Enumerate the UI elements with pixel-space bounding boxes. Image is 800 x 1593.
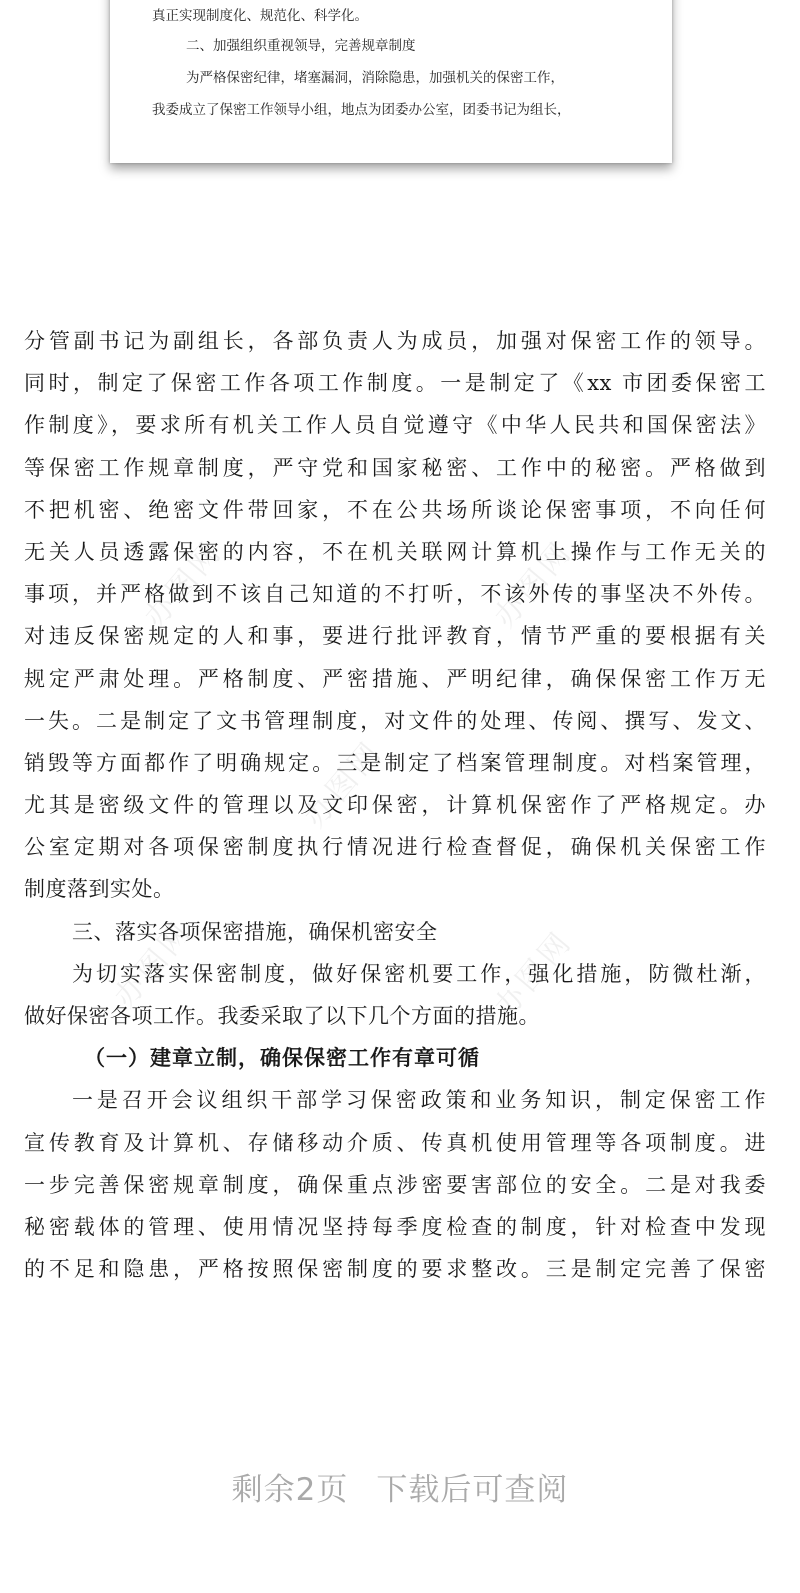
body-line: 同时，制定了保密工作各项工作制度。一是制定了《xx 市团委保密工 <box>24 371 766 396</box>
body-line: 无关人员透露保密的内容，不在机关联网计算机上操作与工作无关的 <box>24 539 766 564</box>
preview-heading: 二、加强组织重视领导，完善规章制度 <box>186 38 416 54</box>
watermark: 办图网 <box>137 533 230 635</box>
subsection-heading: （一）建章立制，确保保密工作有章可循 <box>84 1046 480 1071</box>
body-line: 对违反保密规定的人和事，要进行批评教育，情节严重的要根据有关 <box>24 624 766 649</box>
body-line: 事项，并严格做到不该自己知道的不打听，不该外传的事坚决不外传。 <box>24 582 766 607</box>
watermark: 办图网 <box>107 913 200 1015</box>
body-line: 尤其是密级文件的管理以及文印保密，计算机保密作了严格规定。办 <box>24 793 766 818</box>
body-line: 作制度》，要求所有机关工作人员自觉遵守《中华人民共和国保密法》 <box>24 413 766 438</box>
body-line: 宣传教育及计算机、存储移动介质、传真机使用管理等各项制度。进 <box>24 1130 766 1155</box>
body-line: 制度落到实处。 <box>24 877 175 902</box>
watermark: 办图网 <box>487 923 580 1025</box>
body-line: 分管副书记为副组长，各部负责人为成员，加强对保密工作的领导。 <box>24 329 766 353</box>
body-line: 规定严肃处理。严格制度、严密措施、严明纪律，确保保密工作万无 <box>24 666 766 691</box>
section-heading: 三、落实各项保密措施，确保机密安全 <box>72 919 438 944</box>
body-line: 不把机密、绝密文件带回家，不在公共场所谈论保密事项，不向任何 <box>24 497 766 522</box>
body-line: 等保密工作规章制度，严守党和国家秘密、工作中的秘密。严格做到 <box>24 455 766 480</box>
body-line: 销毁等方面都作了明确规定。三是制定了档案管理制度。对档案管理， <box>24 750 766 775</box>
body-line: 的不足和隐患，严格按照保密制度的要求整改。三是制定完善了保密 <box>24 1257 766 1282</box>
preview-line: 为严格保密纪律，堵塞漏洞，消除隐患，加强机关的保密工作， <box>186 70 564 86</box>
body-line: 秘密载体的管理、使用情况坚持每季度检查的制度，针对检查中发现 <box>24 1214 766 1239</box>
body-line: 做好保密各项工作。我委采取了以下几个方面的措施。 <box>24 1004 540 1028</box>
remaining-pages-label: 剩余2页 <box>231 1472 349 1508</box>
preview-line: 我委成立了保密工作领导小组，地点为团委办公室，团委书记为组长， <box>152 102 571 118</box>
body-line: 一是召开会议组织干部学习保密政策和业务知识，制定保密工作 <box>72 1088 766 1113</box>
body-line: 公室定期对各项保密制度执行情况进行检查督促，确保机关保密工作 <box>24 835 766 860</box>
download-prompt[interactable] <box>0 1460 800 1520</box>
download-to-view-label: 下载后可查阅 <box>376 1472 569 1508</box>
watermark: 办图网 <box>487 533 580 635</box>
watermark: 办图网 <box>297 733 390 835</box>
document-body <box>24 320 766 1290</box>
preview-stage <box>0 0 800 230</box>
body-line: 为切实落实保密制度，做好保密机要工作，强化措施，防微杜渐， <box>72 961 766 986</box>
preview-line: 真正实现制度化、规范化、科学化。 <box>152 8 368 24</box>
body-line: 一失。二是制定了文书管理制度，对文件的处理、传阅、撰写、发文、 <box>24 708 766 733</box>
page-preview-card <box>110 0 672 163</box>
body-line: 一步完善保密规章制度，确保重点涉密要害部位的安全。二是对我委 <box>24 1172 766 1197</box>
